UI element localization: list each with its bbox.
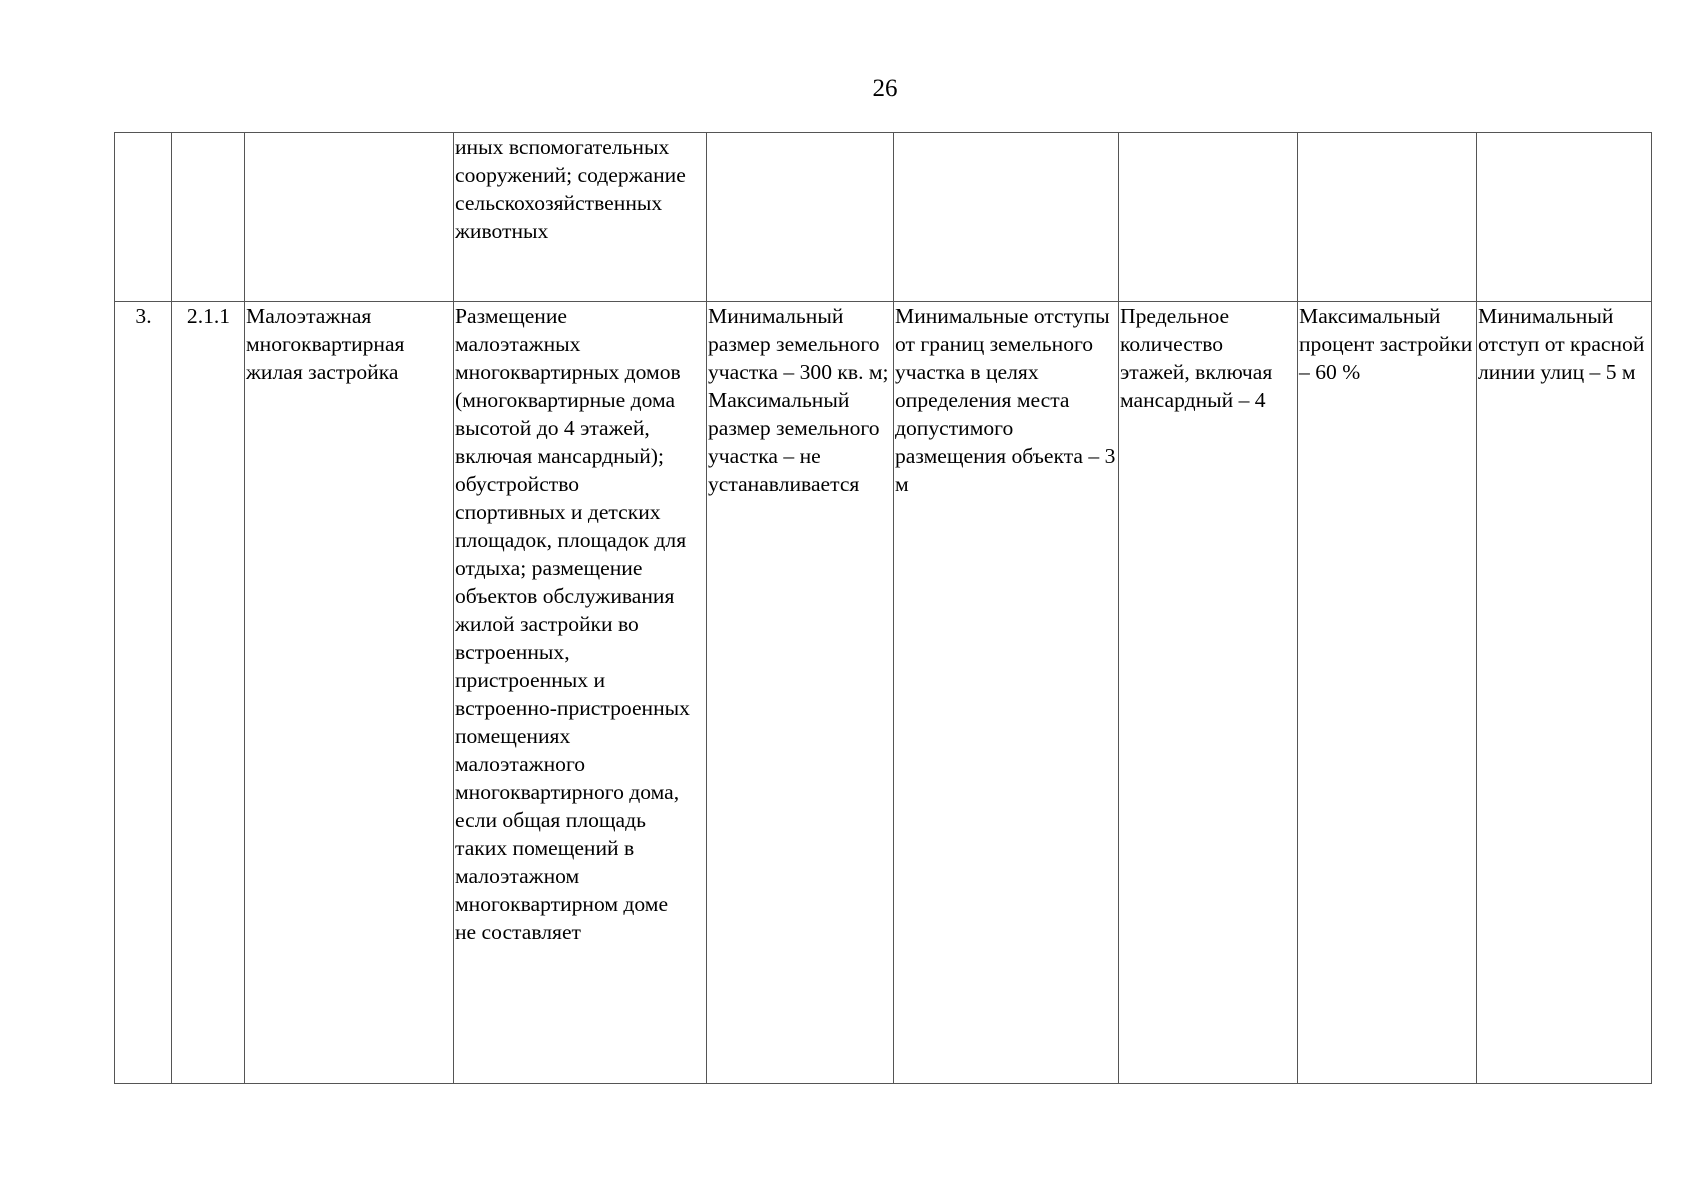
cell-use-description: Размещение малоэтажных многоквартирных домов (многоквартирные дома высотой до 4 этажей, включая мансардный); обустройство спортивных и детских площадок, площадок для отдыха; размещение объектов обслуживания жилой застройки во встроенных, пристроенных и встроенно-пристроенных помещениях малоэтажного многоквартирного дома, если общая площадь таких помещений в малоэтажном многоквартирном доме не составляет [454,302,707,1084]
page-number: 26 [872,75,898,102]
cell-red-line-setback [1477,133,1652,302]
cell-coverage [1298,133,1477,302]
cell-use-name [245,133,454,302]
cell-plot-size: Минимальный размер земельного участка – 300 кв. м; Максимальный размер земельного участка – не устанавливается [707,302,894,1084]
cell-number [115,133,172,302]
cell-setbacks: Минимальные отступы от границ земельного участка в целях определения места допустимого размещения объекта – 3 м [894,302,1119,1084]
cell-setbacks [894,133,1119,302]
table-row [115,302,1652,1084]
cell-use-name: Малоэтажная многоквартирная жилая застройка [245,302,454,1084]
table-row-continuation [115,133,1652,302]
cell-use-description: иных вспомогательных сооружений; содержание сельскохозяйственных животных [454,133,707,302]
cell-number: 3. [115,302,172,1084]
cell-red-line-setback: Минимальный отступ от красной линии улиц – 5 м [1477,302,1652,1084]
cell-floors: Предельное количество этажей, включая мансардный – 4 [1119,302,1298,1084]
zoning-table [114,132,1652,1084]
cell-plot-size [707,133,894,302]
cell-code [172,133,245,302]
cell-coverage: Максимальный процент застройки – 60 % [1298,302,1477,1084]
cell-code: 2.1.1 [172,302,245,1084]
cell-floors [1119,133,1298,302]
